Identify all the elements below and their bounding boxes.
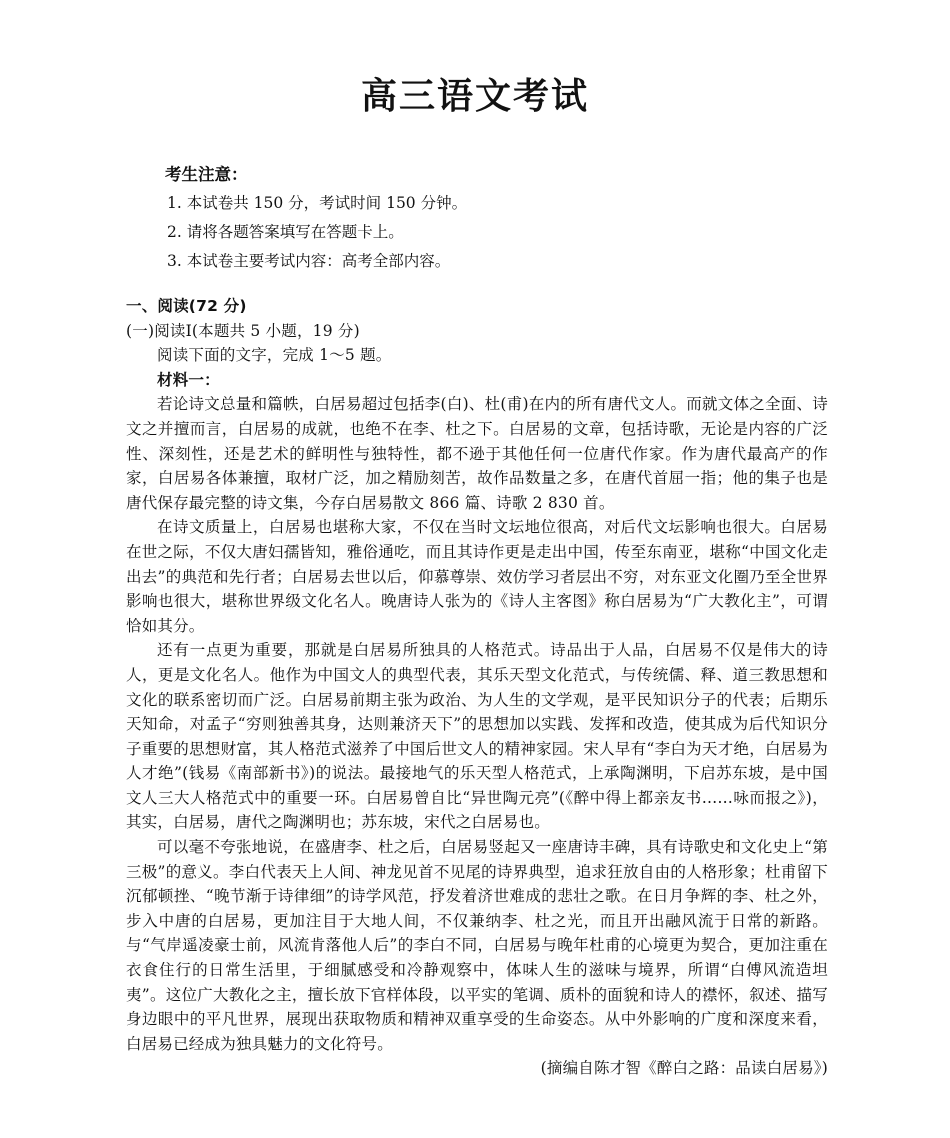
paragraph-4: 可以毫不夸张地说，在盛唐李、杜之后，白居易竖起又一座唐诗丰碑，具有诗歌史和文化史上“第三极”的意义。李白代表天上人间、神龙见首不见尾的诗界典型，追求狂放自由的人格形象；杜甫留下沉郁顿挫、“晚节渐于诗律细”的诗学风范，抒发着济世难成的悲壮之歌。在日月争辉的李、杜之外，步入中唐的白居易，更加注目于大地人间，不仅兼纳李、杜之光，而且开出融风流于日常的新路。与“气岸遥凌豪士前，风流肯落他人后”的李白不同，白居易与晚年杜甫的心境更为契合，更加注重在衣食住行的日常生活里，于细腻感受和冷静观察中，体味人生的滋味与境界，所谓“白傅风流造坦夷”。这位广大教化之主，擅长放下官样体段，以平实的笔调、质朴的面貌和诗人的襟怀，叙述、描写身边眼中的平凡世界，展现出获取物质和精神双重享受的生命姿态。从中外影响的广度和深度来看，白居易已经成为独具魅力的文化符号。: [126, 838, 828, 1053]
candidate-notice: [165, 160, 805, 276]
paragraph-1: 若论诗文总量和篇帙，白居易超过包括李(白)、杜(甫)在内的所有唐代文人。而就文体之全面、诗文之并擅而言，白居易的成就，也绝不在李、杜之下。白居易的文章，包括诗歌，无论是内容的广泛性、深刻性，还是艺术的鲜明性与独特性，都不逊于其他任何一位唐代作家。作为唐代最高产的作家，白居易各体兼擅，取材广泛，加之精励刻苦，故作品数量之多，在唐代首屈一指；他的集子也是唐代保存最完整的诗文集，今存白居易散文 866 篇、诗歌 2 830 首。: [126, 395, 828, 512]
sub-section-heading: (一)阅读Ⅰ(本题共 5 小题，19 分): [126, 321, 360, 340]
reading-section: [126, 294, 828, 1081]
source-citation: (摘编自陈才智《醉白之路：品读白居易》): [540, 1059, 828, 1078]
notice-item-2: 2. 请将各题答案填写在答题卡上。: [167, 223, 404, 241]
notice-heading: 考生注意：: [165, 165, 248, 184]
section-heading: 一、阅读(72 分): [126, 297, 247, 315]
notice-item-3: 3. 本试卷主要考试内容：高考全部内容。: [167, 252, 451, 270]
notice-item-1: 1. 本试卷共 150 分，考试时间 150 分钟。: [167, 194, 468, 212]
reading-instruction: 阅读下面的文字，完成 1～5 题。: [157, 346, 392, 365]
paragraph-3: 还有一点更为重要，那就是白居易所独具的人格范式。诗品出于人品，白居易不仅是伟大的诗人，更是文化名人。他作为中国文人的典型代表，其乐天型文化范式，与传统儒、释、道三教思想和文化的联系密切而广泛。白居易前期主张为政治、为人生的文学观，是平民知识分子的代表；后期乐天知命，对孟子“穷则独善其身，达则兼济天下”的思想加以实践、发挥和改造，使其成为后代知识分子重要的思想财富，其人格范式滋养了中国后世文人的精神家园。宋人早有“李白为天才绝，白居易为人才绝”(钱易《南部新书》)的说法。最接地气的乐天型人格范式，上承陶渊明，下启苏东坡，是中国文人三大人格范式中的重要一环。白居易曾自比“异世陶元亮”(《醉中得上都亲友书……咏而报之》)，其实，白居易，唐代之陶渊明也；苏东坡，宋代之白居易也。: [126, 641, 828, 832]
material-label: 材料一：: [157, 370, 220, 389]
paragraph-2: 在诗文质量上，白居易也堪称大家，不仅在当时文坛地位很高，对后代文坛影响也很大。白居易在世之际，不仅大唐妇孺皆知，雅俗通吃，而且其诗作更是走出中国，传至东南亚，堪称“中国文化走出去”的典范和先行者；白居易去世以后，仰慕尊崇、效仿学习者层出不穷，对东亚文化圈乃至全世界影响也很大，堪称世界级文化名人。晚唐诗人张为的《诗人主客图》称白居易为“广大教化主”，可谓恰如其分。: [126, 518, 828, 635]
exam-title: 高三语文考试: [360, 76, 589, 117]
